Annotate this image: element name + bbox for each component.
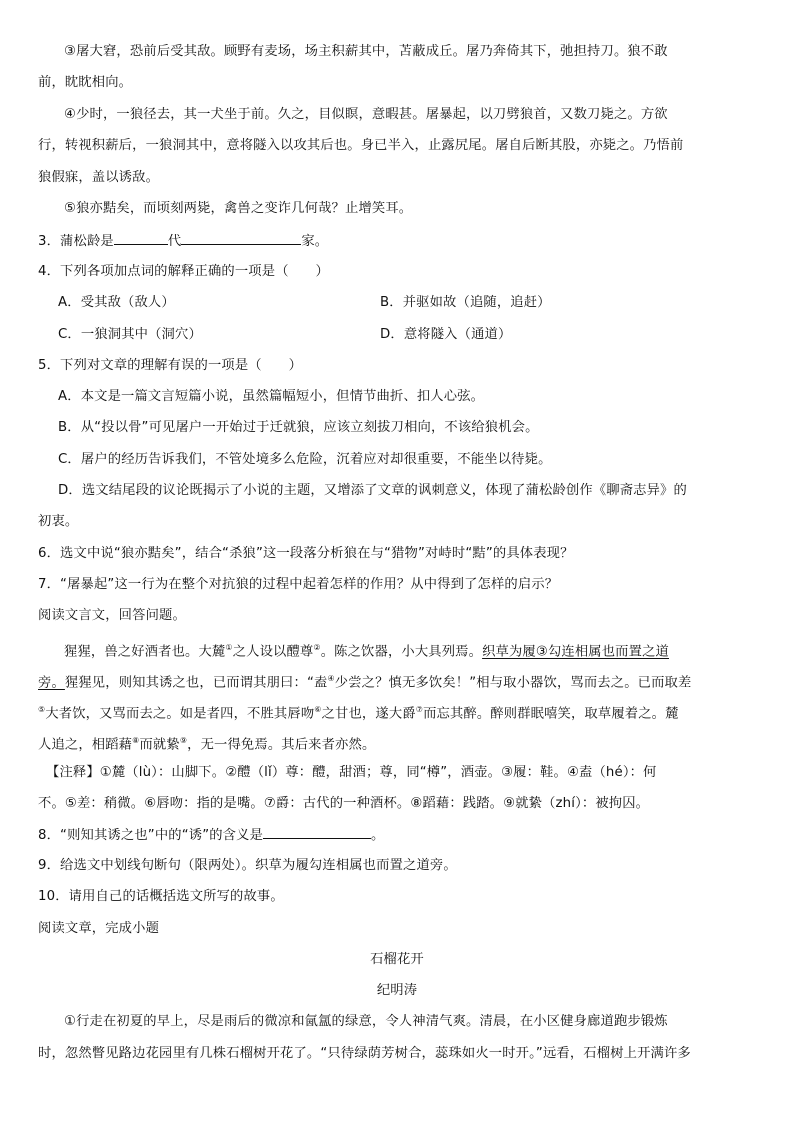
question-4-stem: 4．下列各项加点词的解释正确的一项是（ ） <box>38 264 329 279</box>
passage1-p3-line2: 前，眈眈相向。 <box>38 75 133 90</box>
q5-option-d-line1: D．选文结尾段的议论既揭示了小说的主题，又增添了文章的讽刺意义，体现了蒲松龄创作《聊斋志异》的 <box>58 483 687 498</box>
article-p1-line2: 时，忽然瞥见路边花园里有几株石榴树开花了。“只待绿荫芳树合，蕊珠如火一时开。”远看，石榴树上开满许多 <box>38 1046 691 1061</box>
question-10: 10．请用自己的话概括选文所写的故事。 <box>38 889 284 904</box>
p2-l1-c: 。陈之饮器，小大具列焉。 <box>320 644 483 660</box>
article-title: 石榴花开 <box>370 952 424 967</box>
question-6: 6．选文中说“狼亦黠矣”，结合“杀狼”这一段落分析狼在与“猎物”对峙时“黠”的具体表现？ <box>38 546 574 561</box>
q4-option-b: B．并驱如故（追随，追赶） <box>380 295 551 310</box>
notes-line1: 【注释】①麓（lù）：山脚下。②醴（lǐ）尊：醴，甜酒；尊，同“樽”，酒壶。③履：鞋。④盍（hé）：何 <box>46 765 657 780</box>
passage2-line2 <box>38 668 691 693</box>
passage2-line1 <box>64 637 669 662</box>
p2-l3-a: 大者饮，又骂而去之。如是者四，不胜其唇吻 <box>45 706 315 722</box>
passage1-p5-line1: ⑤狼亦黠矣，而顷刻两毙，禽兽之变诈几何哉？止增笑耳。 <box>64 201 413 216</box>
q4-option-a: A．受其敌（敌人） <box>58 295 175 310</box>
q4-option-d: D．意将隧入（通道） <box>380 327 512 342</box>
notes-line2: 不。⑤差：稍微。⑥唇吻：指的是嘴。⑦爵：古代的一种酒杯。⑧蹈藉：践踏。⑨就絷（zhí）：被拘囚。 <box>38 796 650 811</box>
p2-l3-b: 之甘也，遂大爵 <box>321 706 416 722</box>
question-7: 7．“屠暴起”这一行为在整个对抗狼的过程中起着怎样的作用？从中得到了怎样的启示？ <box>38 577 559 592</box>
question-3 <box>38 230 328 252</box>
p2-l4-b: 而就絷 <box>139 737 180 753</box>
question-5-stem: 5．下列对文章的理解有误的一项是（ ） <box>38 358 303 373</box>
p2-l4-a: 人追之，相蹈藉 <box>38 737 133 753</box>
p2-l2-a: 猩猩见，则知其诱之也，已而谓其朋曰：“盍 <box>64 675 328 691</box>
passage1-p3-line1: ③屠大窘，恐前后受其敌。顾野有麦场，场主积薪其中，苫蔽成丘。屠乃奔倚其下，弛担持刀。狼不敢 <box>64 44 668 59</box>
q8-end: 。 <box>371 828 385 843</box>
passage1-p4-line1: ④少时，一狼径去，其一犬坐于前。久之，目似瞑，意暇甚。屠暴起，以刀劈狼首，又数刀毙之。方欲 <box>64 107 668 122</box>
p2-l1-b: 之人设以醴尊 <box>232 644 314 660</box>
note-ref-6: ⑥ <box>314 705 322 714</box>
q5-option-b: B．从“投以骨”可见屠户一开始过于迁就狼，应该立刻拔刀相向，不该给狼机会。 <box>58 420 539 435</box>
q4-option-c: C．一狼洞其中（洞穴） <box>58 327 202 342</box>
p2-l1-a: 猩猩，兽之好酒者也。大麓 <box>64 644 226 660</box>
passage2-line3 <box>38 699 679 724</box>
reading-instruction-2: 阅读文章，完成小题 <box>38 921 160 936</box>
q8-blank[interactable] <box>263 824 371 839</box>
q5-option-c: C．屠户的经历告诉我们，不管处境多么危险，沉着应对却很重要，不能坐以待毙。 <box>58 452 552 467</box>
note-ref-9: ⑨ <box>179 736 188 745</box>
q8-text: 8．“则知其诱之也”中的“诱”的含义是 <box>38 828 264 843</box>
q3-blank-2[interactable] <box>181 230 301 245</box>
note-ref-5: ⑤ <box>38 705 46 714</box>
q3-text-c: 家。 <box>301 234 329 249</box>
underlined-sentence-part2: 旁。 <box>38 675 65 691</box>
question-8 <box>38 824 384 846</box>
q3-text-b: 代 <box>167 234 182 249</box>
q5-option-a: A．本文是一篇文言短篇小说，虽然篇幅短小，但情节曲折、扣人心弦。 <box>58 389 485 404</box>
passage2-line4 <box>38 730 375 755</box>
note-ref-8: ⑧ <box>132 736 140 745</box>
note-ref-1: ① <box>225 643 233 652</box>
reading-instruction-1: 阅读文言文，回答问题。 <box>38 608 186 623</box>
p2-l4-c: ，无一得免焉。其后来者亦然。 <box>187 737 376 753</box>
note-ref-7: ⑦ <box>415 705 424 714</box>
article-p1-line1: ①行走在初夏的早上，尽是雨后的微凉和氤氲的绿意，令人神清气爽。清晨，在小区健身廊道跑步锻炼 <box>64 1014 668 1029</box>
article-author: 纪明涛 <box>376 983 418 998</box>
p2-l2-b: 少尝之？慎无多饮矣！”相与取小器饮，骂而去之。已而取差 <box>334 675 692 691</box>
passage1-p4-line3: 狼假寐，盖以诱敌。 <box>38 170 160 185</box>
note-ref-4: ④ <box>327 674 335 683</box>
q5-option-d-line2: 初衷。 <box>38 514 79 529</box>
note-ref-2: ② <box>313 643 321 652</box>
q3-text-a: 3．蒲松龄是 <box>38 234 114 249</box>
underlined-sentence-part1: 织草为履③勾连相属也而置之道 <box>482 644 669 660</box>
p2-l3-c: 而忘其醉。醉则群眠嘻笑，取草履着之。麓 <box>423 706 679 722</box>
q3-blank-1[interactable] <box>114 230 168 245</box>
passage1-p4-line2: 行，转视积薪后，一狼洞其中，意将隧入以攻其后也。身已半入，止露尻尾。屠自后断其股，亦毙之。乃悟前 <box>38 138 684 153</box>
question-9: 9．给选文中划线句断句（限两处）。织草为履勾连相属也而置之道旁。 <box>38 858 457 873</box>
